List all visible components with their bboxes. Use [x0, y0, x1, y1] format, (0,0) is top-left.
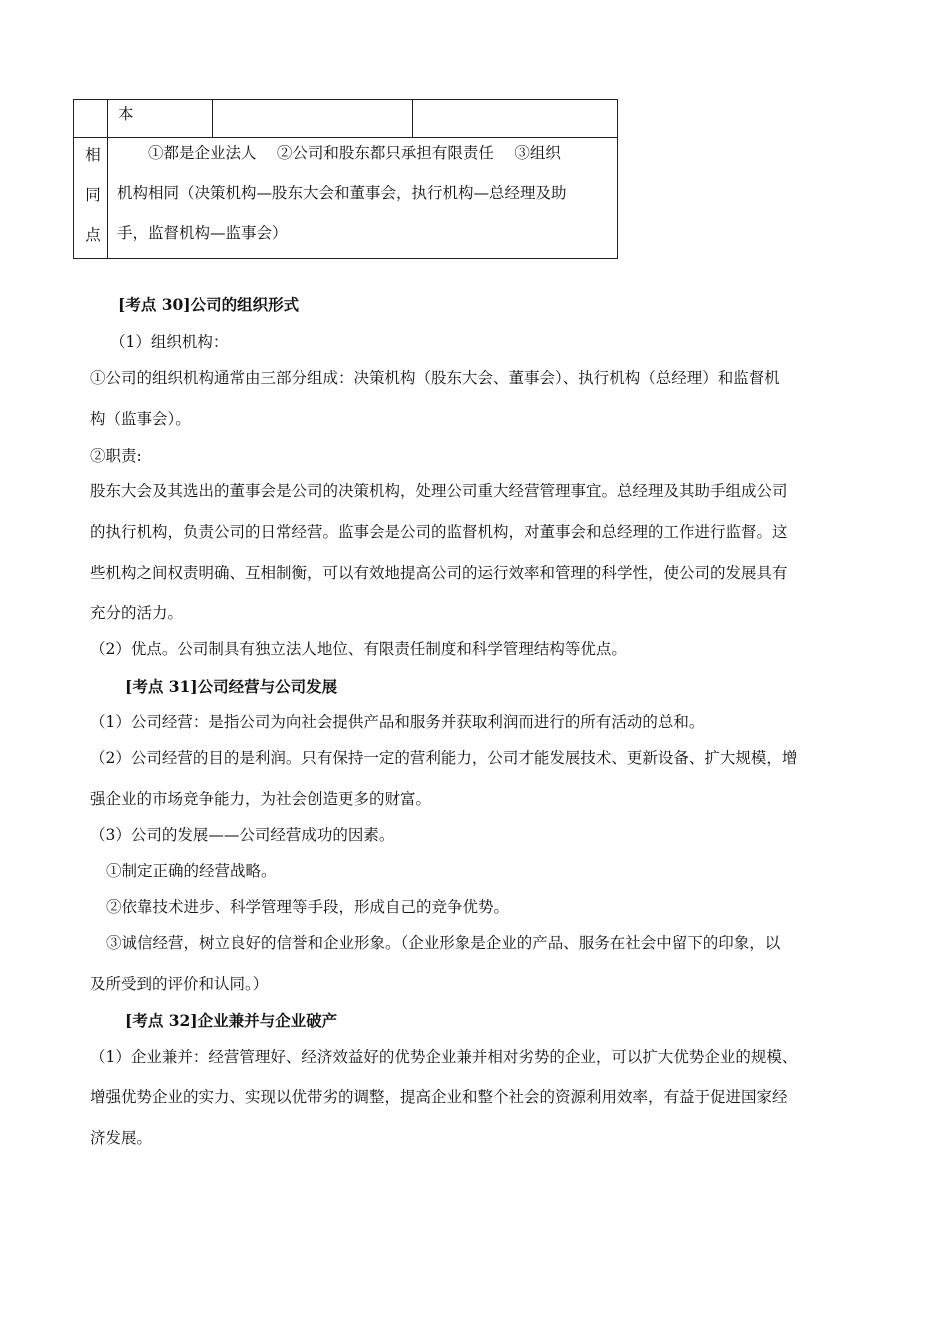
row-label-char: 点 — [85, 226, 101, 244]
table-cell-line: 手，监督机构—监事会） — [117, 224, 288, 242]
table-divider — [212, 100, 213, 138]
row-label-char: 相 — [85, 146, 101, 164]
paragraph: ①公司的组织机构通常由三部分组成：决策机构（股东大会、董事会）、执行机构（总经理）和监督机 — [90, 369, 780, 387]
section-heading: [考点 30]公司的组织形式 — [118, 295, 300, 314]
row-label-char: 同 — [85, 186, 101, 204]
section-heading: [考点 32]企业兼并与企业破产 — [125, 1011, 338, 1030]
paragraph: （2）优点。公司制具有独立法人地位、有限责任制度和科学管理结构等优点。 — [90, 640, 627, 658]
table-cell-line: 机构相同（决策机构—股东大会和董事会，执行机构—总经理及助 — [117, 184, 567, 202]
paragraph: 些机构之间权责明确、互相制衡，可以有效地提高公司的运行效率和管理的科学性，使公司的发展具有 — [90, 564, 788, 582]
paragraph: 及所受到的评价和认同。） — [90, 975, 269, 993]
paragraph: ②依靠技术进步、科学管理等手段，形成自己的竞争优势。 — [106, 898, 510, 916]
comparison-table — [73, 99, 618, 259]
paragraph: （2）公司经营的目的是利润。只有保持一定的营利能力，公司才能发展技术、更新设备、扩大规模，增 — [90, 749, 798, 767]
table-divider — [107, 100, 108, 258]
paragraph: 强企业的市场竞争能力，为社会创造更多的财富。 — [90, 790, 432, 808]
table-cell: 本 — [118, 105, 134, 123]
table-divider — [74, 137, 617, 138]
paragraph: ③诚信经营，树立良好的信誉和企业形象。（企业形象是企业的产品、服务在社会中留下的印象，以 — [106, 934, 781, 952]
paragraph: 的执行机构，负责公司的日常经营。监事会是公司的监督机构，对董事会和总经理的工作进行监督。这 — [90, 523, 788, 541]
paragraph: 充分的活力。 — [90, 604, 184, 622]
paragraph: 构（监事会）。 — [90, 410, 191, 428]
paragraph: 济发展。 — [90, 1129, 153, 1147]
section-heading: [考点 31]公司经营与公司发展 — [125, 677, 338, 696]
paragraph: （1）组织机构： — [110, 333, 229, 351]
paragraph: 增强优势企业的实力、实现以优带劣的调整，提高企业和整个社会的资源利用效率，有益于促进国家经 — [90, 1088, 788, 1106]
table-divider — [412, 100, 413, 138]
paragraph: （1）企业兼并：经营管理好、经济效益好的优势企业兼并相对劣势的企业，可以扩大优势企业的规模、 — [90, 1048, 798, 1066]
paragraph: 股东大会及其选出的董事会是公司的决策机构，处理公司重大经营管理事宜。总经理及其助手组成公司 — [90, 482, 788, 500]
paragraph: ②职责: — [90, 447, 142, 465]
table-cell-line: ①都是企业法人 ②公司和股东都只承担有限责任 ③组织 — [148, 144, 561, 162]
paragraph: （1）公司经营：是指公司为向社会提供产品和服务并获取利润而进行的所有活动的总和。 — [90, 713, 705, 731]
paragraph: ①制定正确的经营战略。 — [106, 862, 277, 880]
paragraph: （3）公司的发展——公司经营成功的因素。 — [90, 826, 395, 844]
